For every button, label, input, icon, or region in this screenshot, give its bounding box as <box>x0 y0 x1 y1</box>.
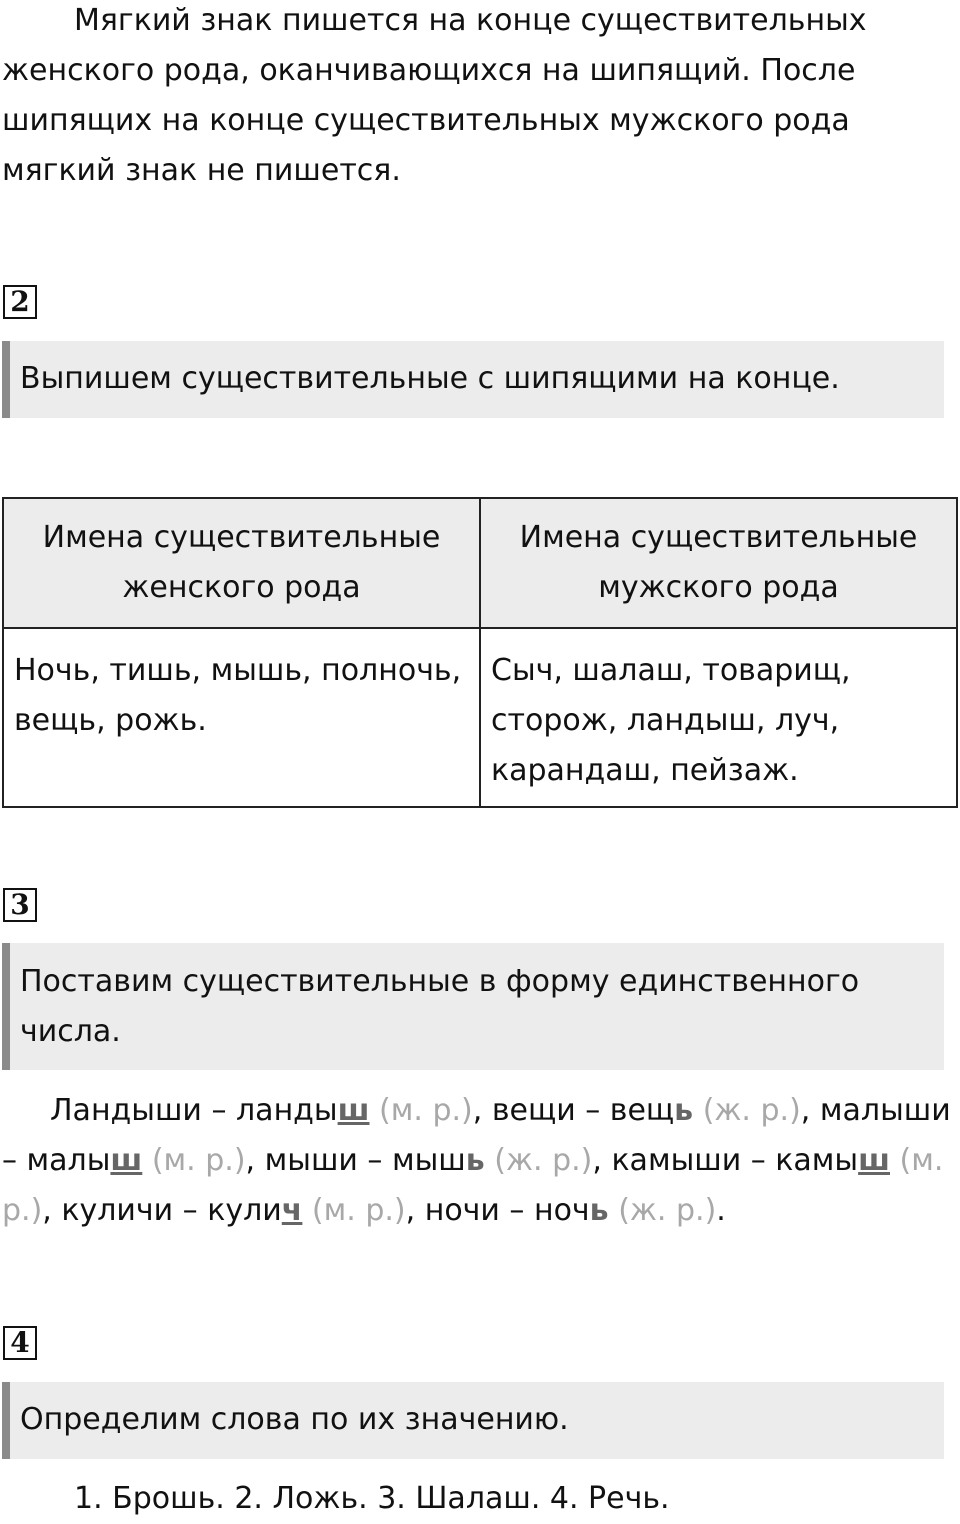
answer-item: Ландыши – ландыш (м. р.), <box>50 1093 492 1128</box>
word-pair: малыши – малы <box>2 1093 951 1178</box>
word-pair: Ландыши – ланды <box>50 1093 338 1128</box>
task-number-3: 3 <box>3 888 37 922</box>
gender-note: (ж. р.) <box>494 1143 593 1178</box>
intro-paragraph: Мягкий знак пишется на конце существительных женского рода, оканчивающихся на шипящий. После шипящих на конце существительных мужского рода мягкий знак не пишется. <box>2 3 867 188</box>
word-ending: ш <box>110 1143 143 1178</box>
table-header-feminine: Имена существительные женского рода <box>3 498 480 628</box>
task-4-instruction: Определим слова по их значению. <box>2 1382 944 1459</box>
answer-item: камыши – камыш (м. р.), <box>2 1143 944 1228</box>
answer-item: ночи – ночь (ж. р.). <box>424 1193 726 1228</box>
word-pair: мыши – мыш <box>264 1143 466 1178</box>
table-cell-masculine: Сыч, шалаш, товарищ, сторож, ландыш, луч, карандаш, пейзаж. <box>480 628 957 807</box>
gender-note: (ж. р.) <box>618 1193 717 1228</box>
gender-note: (м. р.) <box>2 1143 944 1228</box>
answer-item: мыши – мышь (ж. р.), <box>264 1143 612 1178</box>
task-3-answer <box>2 1086 952 1236</box>
task-4-answer-list: 1. Брошь. 2. Ложь. 3. Шалаш. 4. Речь. <box>74 1481 670 1516</box>
gender-note: (м. р.) <box>151 1143 246 1178</box>
nouns-table <box>2 497 958 808</box>
word-pair: куличи – кули <box>61 1193 282 1228</box>
answer-item: малыши – малыш (м. р.), <box>2 1093 951 1178</box>
word-ending: ш <box>858 1143 890 1178</box>
gender-note: (ж. р.) <box>702 1093 801 1128</box>
word-ending: ь <box>589 1193 609 1228</box>
task-2-instruction: Выпишем существительные с шипящими на конце. <box>2 341 944 418</box>
word-ending: ь <box>674 1093 694 1128</box>
word-ending: ш <box>337 1093 370 1128</box>
word-pair: вещи – вещ <box>491 1093 675 1128</box>
task-3-instruction: Поставим существительные в форму единственного числа. <box>2 943 944 1070</box>
word-pair: ночи – ноч <box>424 1193 590 1228</box>
table-cell-feminine: Ночь, тишь, мышь, полночь, вещь, рожь. <box>3 628 480 807</box>
word-ending: ь <box>465 1143 485 1178</box>
gender-note: (м. р.) <box>379 1093 473 1128</box>
task-number-4: 4 <box>3 1326 37 1360</box>
gender-note: (м. р.) <box>311 1193 406 1228</box>
task-number-2: 2 <box>3 285 37 319</box>
table-header-masculine: Имена существительные мужского рода <box>480 498 957 628</box>
answer-item: куличи – кулич (м. р.), <box>61 1193 425 1228</box>
answer-item: вещи – вещь (ж. р.), <box>491 1093 820 1128</box>
word-pair: камыши – камы <box>611 1143 859 1178</box>
word-ending: ч <box>281 1193 303 1228</box>
